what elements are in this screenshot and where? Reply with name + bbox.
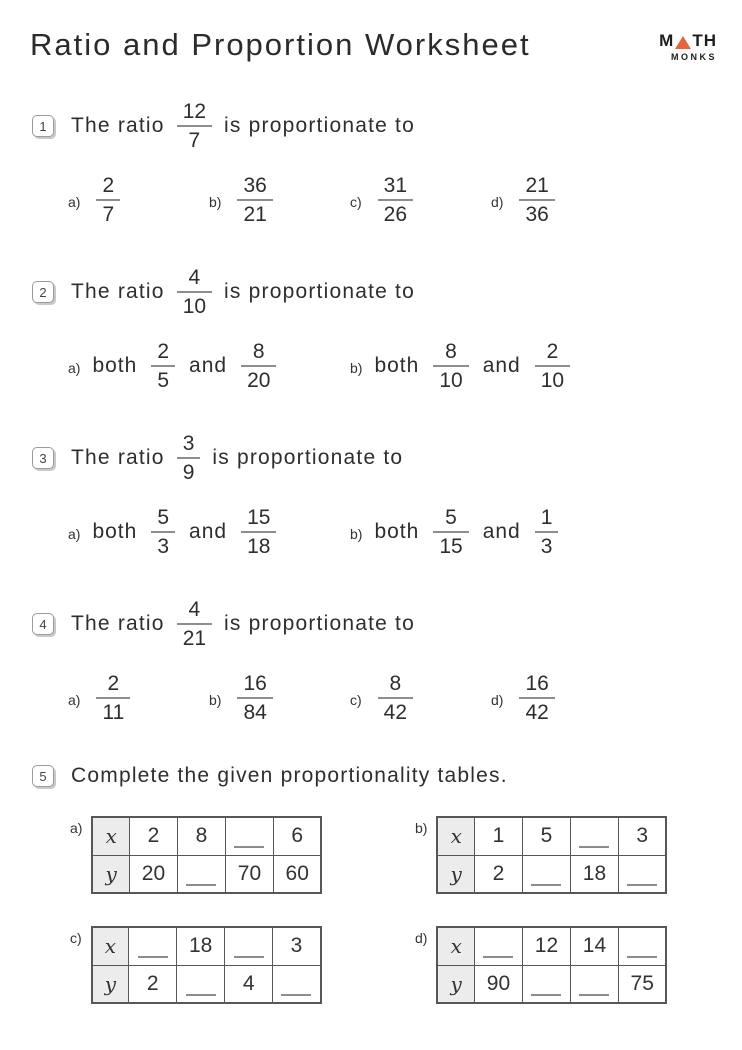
- question-1: [0, 100, 742, 226]
- question-suffix: is proportionate to: [224, 612, 415, 635]
- question-4-statement: [0, 598, 742, 650]
- table-group-c: [70, 926, 415, 1004]
- question-4-options: [0, 672, 742, 724]
- option-fraction: $\frac{1}{3}$: [535, 506, 559, 558]
- fraction-bar: [519, 697, 554, 699]
- fraction-bar: [177, 291, 212, 293]
- question-5-statement: [0, 764, 742, 788]
- blank-cell[interactable]: [522, 965, 570, 1003]
- table-cell: 3: [618, 817, 666, 855]
- fraction-bar: [378, 199, 413, 201]
- option-fraction: $\frac{36}{21}$: [237, 174, 272, 226]
- option-d: d) $\frac{21}{36}$: [491, 174, 561, 226]
- table-cell: 70: [225, 855, 273, 893]
- question-2-statement: [0, 266, 742, 318]
- table-group-b: [415, 816, 667, 894]
- logo-monks-line: MONKS: [671, 52, 717, 62]
- option-d: d) $\frac{16}{42}$: [491, 672, 561, 724]
- table-cell: 1: [474, 817, 522, 855]
- table-row: [437, 855, 666, 893]
- table-row: [92, 817, 321, 855]
- table-cell: 3: [273, 927, 321, 965]
- table-label: c): [70, 930, 82, 946]
- option-b: b) both $\frac{8}{10}$ and $\frac{2}{10}$: [350, 340, 582, 392]
- logo-math-line: [659, 32, 717, 49]
- option-b: b) both $\frac{5}{15}$ and $\frac{1}{3}$: [350, 506, 570, 558]
- option-b: b) $\frac{16}{84}$: [209, 672, 350, 724]
- option-fraction: $\frac{8}{20}$: [241, 340, 276, 392]
- question-1-options: [0, 174, 742, 226]
- table-cell: 14: [570, 927, 618, 965]
- fraction-bar: [96, 199, 120, 201]
- logo-letter-m: M: [659, 31, 675, 50]
- table-cell: 2: [129, 965, 177, 1003]
- fraction-bar: [433, 365, 468, 367]
- question-prefix: The ratio: [71, 280, 165, 303]
- question-prefix: The ratio: [71, 612, 165, 635]
- question-number-badge: 5: [32, 765, 54, 787]
- blank-cell[interactable]: [225, 817, 273, 855]
- fraction-bar: [96, 697, 130, 699]
- blank-cell[interactable]: [177, 965, 225, 1003]
- option-fraction: $\frac{8}{42}$: [378, 672, 413, 724]
- question-3: [0, 432, 742, 558]
- ratio-fraction: $\frac{4}{21}$: [177, 598, 212, 650]
- question-prefix: The ratio: [71, 114, 165, 137]
- table-cell: 90: [474, 965, 522, 1003]
- fraction-bar: [378, 697, 413, 699]
- tables-row-2: [0, 926, 742, 1004]
- fraction-bar: [237, 697, 272, 699]
- blank-cell[interactable]: [474, 927, 522, 965]
- option-fraction: $\frac{2}{7}$: [96, 174, 120, 226]
- proportionality-table-a: [91, 816, 322, 894]
- ratio-fraction: $\frac{12}{7}$: [177, 100, 212, 152]
- option-fraction: $\frac{31}{26}$: [378, 174, 413, 226]
- blank-cell[interactable]: [273, 965, 321, 1003]
- row-header-x: x: [92, 927, 129, 965]
- proportionality-table-d: [436, 926, 667, 1004]
- fraction-bar: [177, 623, 212, 625]
- question-number-badge: 2: [32, 281, 54, 303]
- question-1-statement: [0, 100, 742, 152]
- blank-cell[interactable]: [570, 965, 618, 1003]
- table-cell: 60: [273, 855, 321, 893]
- fraction-bar: [433, 531, 468, 533]
- table-row: [92, 855, 321, 893]
- fraction-bar: [177, 457, 201, 459]
- option-c: c) $\frac{31}{26}$: [350, 174, 491, 226]
- option-a: a) both $\frac{2}{5}$ and $\frac{8}{20}$: [68, 340, 350, 392]
- option-fraction: $\frac{2}{10}$: [535, 340, 570, 392]
- blank-cell[interactable]: [225, 927, 273, 965]
- blank-cell[interactable]: [177, 855, 225, 893]
- table-cell: 2: [474, 855, 522, 893]
- table-cell: 5: [522, 817, 570, 855]
- option-fraction: $\frac{5}{15}$: [433, 506, 468, 558]
- math-monks-logo: [659, 26, 717, 62]
- question-2-options: [0, 340, 742, 392]
- question-suffix: is proportionate to: [224, 280, 415, 303]
- option-a: a) $\frac{2}{11}$: [68, 672, 209, 724]
- blank-cell[interactable]: [522, 855, 570, 893]
- question-text: Complete the given proportionality tables.: [71, 764, 508, 787]
- table-cell: 75: [618, 965, 666, 1003]
- proportionality-table-c: [91, 926, 322, 1004]
- fraction-bar: [519, 199, 554, 201]
- question-number-badge: 4: [32, 613, 54, 635]
- row-header-y: y: [92, 855, 129, 893]
- question-number-badge: 3: [32, 447, 54, 469]
- table-cell: 6: [273, 817, 321, 855]
- table-cell: 20: [129, 855, 177, 893]
- row-header-x: x: [437, 817, 474, 855]
- option-fraction: $\frac{2}{11}$: [96, 672, 130, 724]
- row-header-y: y: [92, 965, 129, 1003]
- fraction-bar: [177, 125, 212, 127]
- question-prefix: The ratio: [71, 446, 165, 469]
- ratio-fraction: $\frac{3}{9}$: [177, 432, 201, 484]
- fraction-bar: [151, 365, 175, 367]
- blank-cell[interactable]: [618, 855, 666, 893]
- option-fraction: $\frac{21}{36}$: [519, 174, 554, 226]
- option-fraction: $\frac{2}{5}$: [151, 340, 175, 392]
- option-fraction: $\frac{16}{42}$: [519, 672, 554, 724]
- table-row: [437, 965, 666, 1003]
- row-header-x: x: [437, 927, 474, 965]
- question-5: [0, 764, 742, 1004]
- table-row: [92, 927, 321, 965]
- question-suffix: is proportionate to: [212, 446, 404, 469]
- question-3-statement: [0, 432, 742, 484]
- page-title: Ratio and Proportion Worksheet: [30, 27, 531, 62]
- fraction-bar: [151, 531, 175, 533]
- tables-row-1: [0, 816, 742, 894]
- option-a: a) $\frac{2}{7}$: [68, 174, 209, 226]
- question-number-badge: 1: [32, 115, 54, 137]
- row-header-x: x: [92, 817, 129, 855]
- table-cell: 4: [225, 965, 273, 1003]
- option-fraction: $\frac{15}{18}$: [241, 506, 276, 558]
- table-cell: 2: [129, 817, 177, 855]
- blank-cell[interactable]: [129, 927, 177, 965]
- fraction-bar: [535, 531, 559, 533]
- option-a: a) both $\frac{5}{3}$ and $\frac{15}{18}$: [68, 506, 350, 558]
- table-group-d: [415, 926, 667, 1004]
- table-cell: 18: [570, 855, 618, 893]
- table-row: [437, 927, 666, 965]
- table-label: b): [415, 820, 428, 836]
- option-fraction: $\frac{16}{84}$: [237, 672, 272, 724]
- blank-cell[interactable]: [618, 927, 666, 965]
- table-cell: 18: [177, 927, 225, 965]
- question-4: [0, 598, 742, 724]
- question-suffix: is proportionate to: [224, 114, 415, 137]
- logo-letters-th: TH: [692, 31, 717, 50]
- table-row: [92, 965, 321, 1003]
- fraction-bar: [237, 199, 272, 201]
- question-2: [0, 266, 742, 392]
- triangle-icon: [675, 36, 691, 49]
- table-row: [437, 817, 666, 855]
- table-cell: 8: [177, 817, 225, 855]
- fraction-bar: [241, 531, 276, 533]
- fraction-bar: [535, 365, 570, 367]
- header: [0, 0, 742, 64]
- table-label: a): [70, 820, 83, 836]
- question-3-options: [0, 506, 742, 558]
- table-label: d): [415, 930, 428, 946]
- proportionality-table-b: [436, 816, 667, 894]
- table-cell: 12: [522, 927, 570, 965]
- row-header-y: y: [437, 965, 474, 1003]
- fraction-bar: [241, 365, 276, 367]
- worksheet-body: [0, 100, 742, 1004]
- row-header-y: y: [437, 855, 474, 893]
- option-b: b) $\frac{36}{21}$: [209, 174, 350, 226]
- option-fraction: $\frac{5}{3}$: [151, 506, 175, 558]
- ratio-fraction: $\frac{4}{10}$: [177, 266, 212, 318]
- option-fraction: $\frac{8}{10}$: [433, 340, 468, 392]
- table-group-a: [70, 816, 415, 894]
- blank-cell[interactable]: [570, 817, 618, 855]
- option-c: c) $\frac{8}{42}$: [350, 672, 491, 724]
